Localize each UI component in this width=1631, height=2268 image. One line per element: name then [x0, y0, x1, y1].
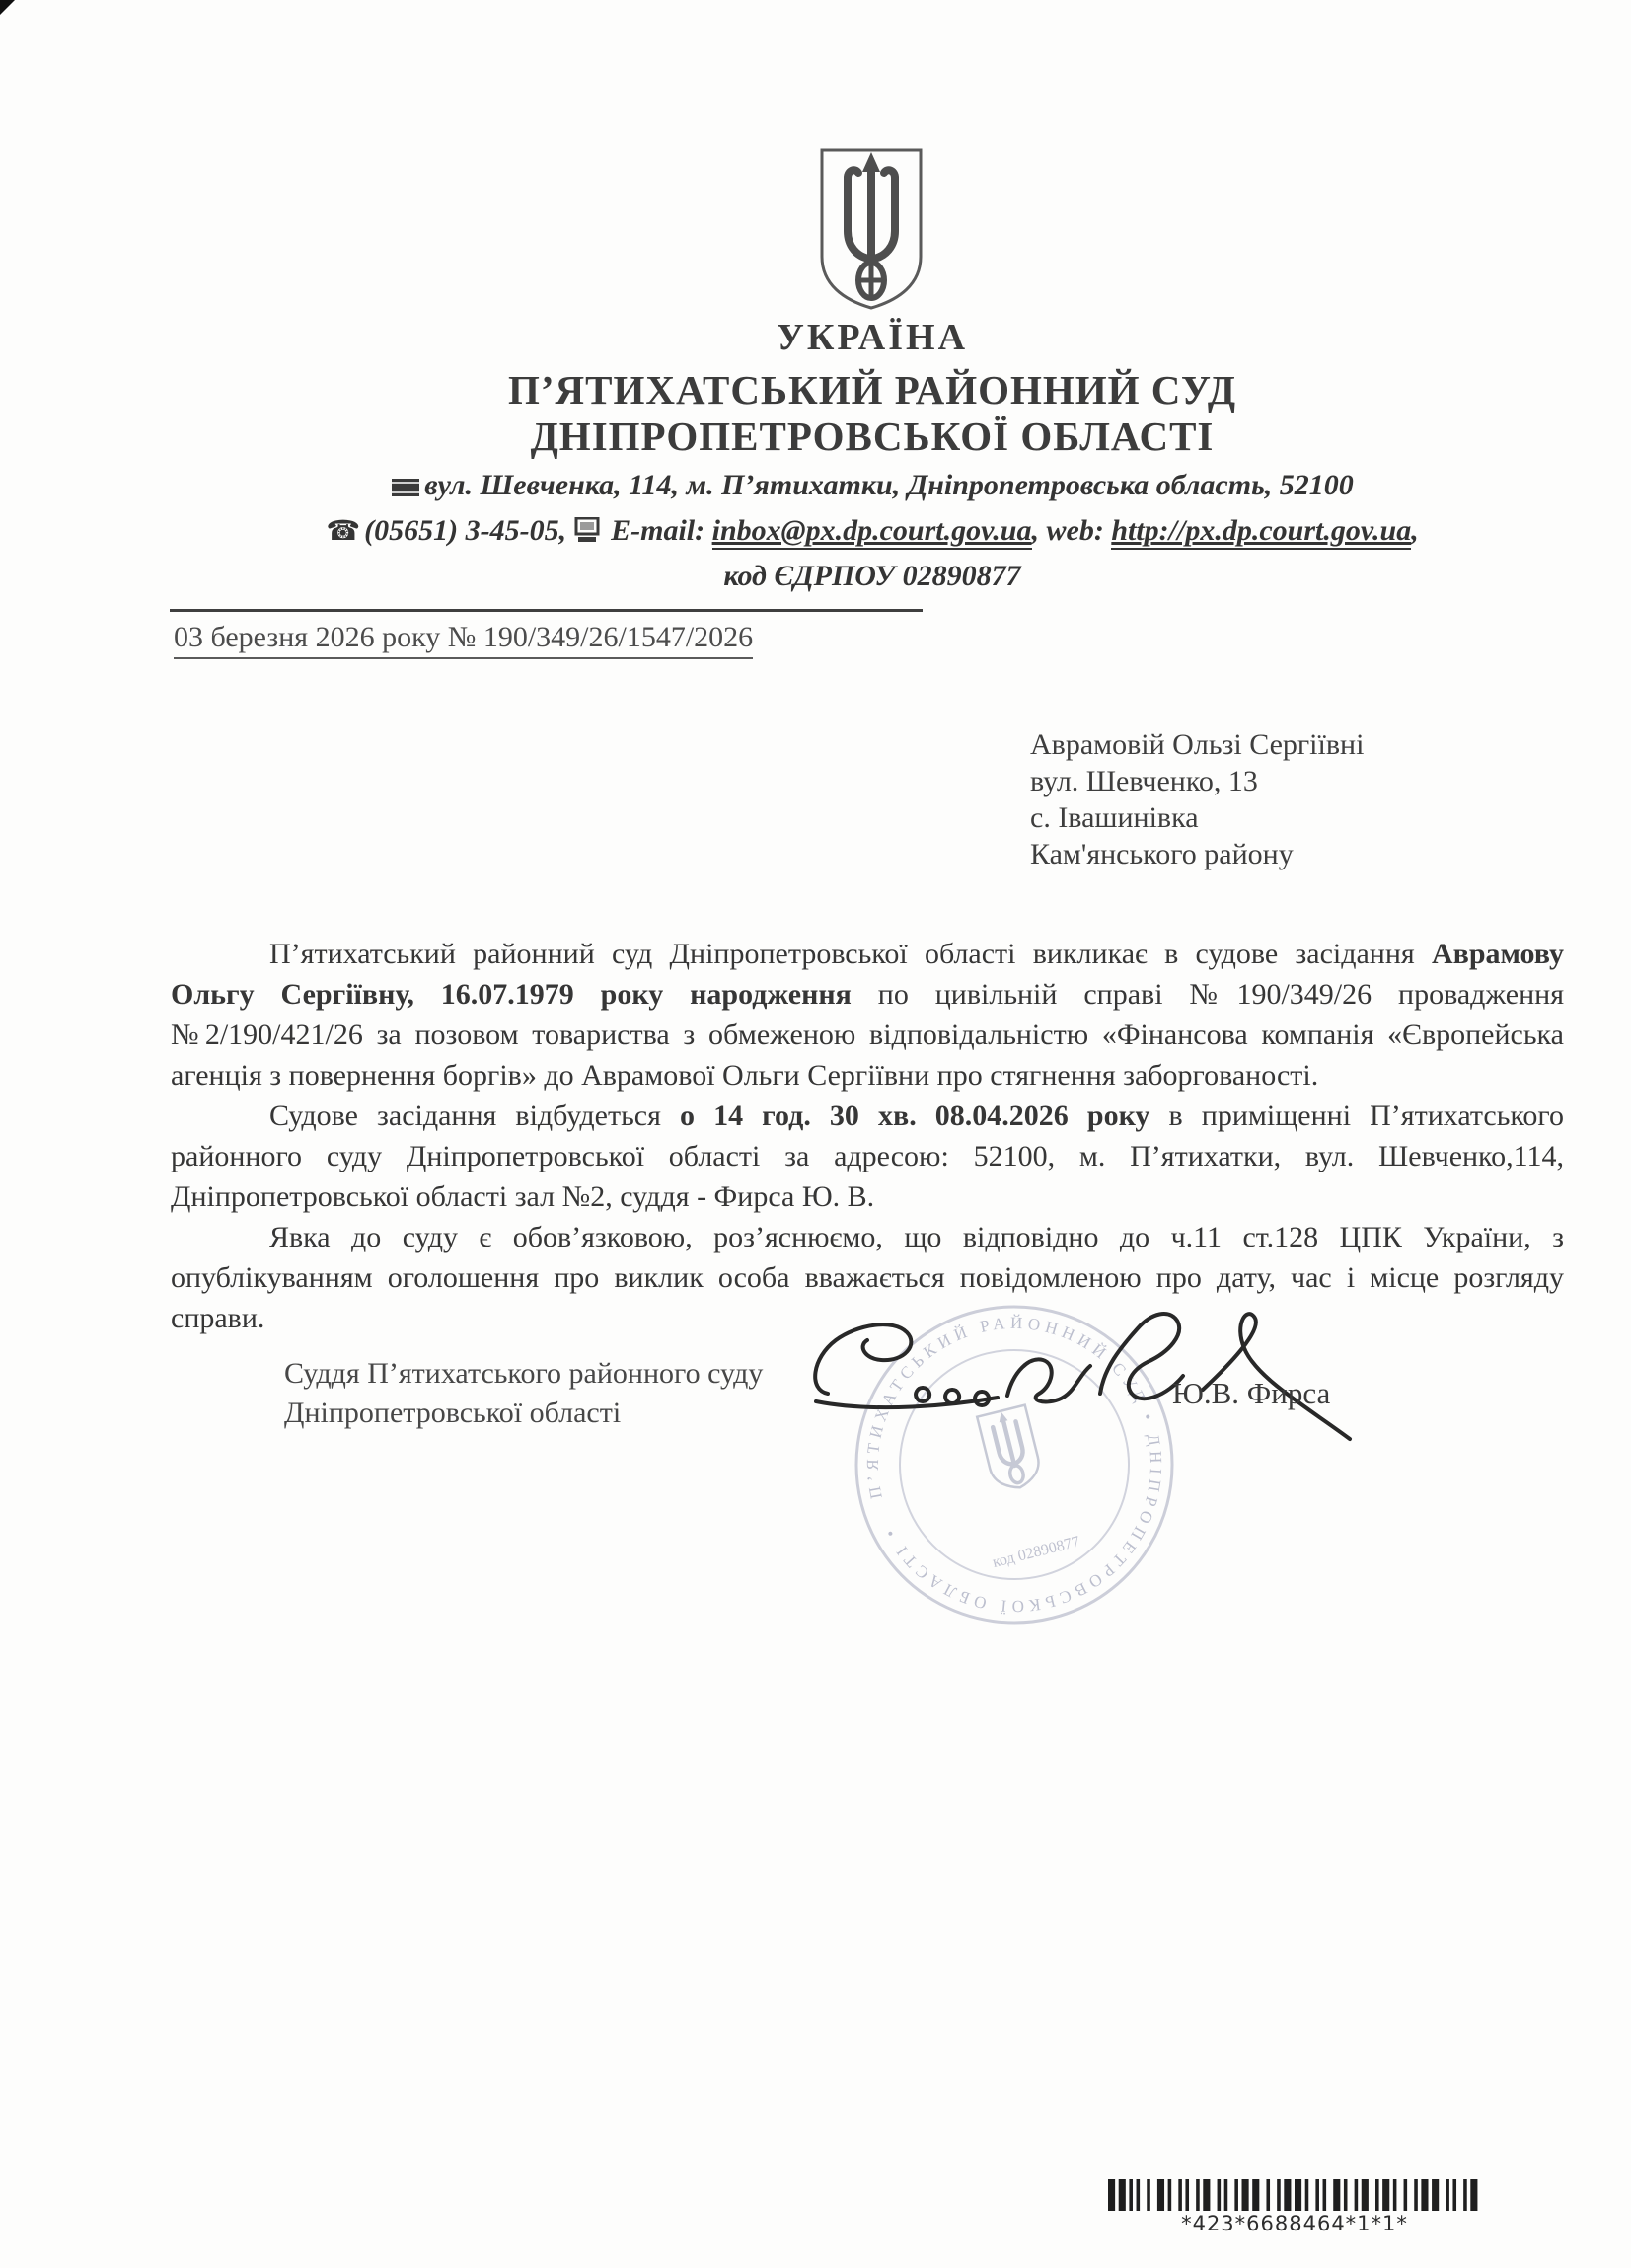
letter-body — [171, 934, 1564, 1338]
recipient-district: Кам'янського району — [1030, 838, 1294, 870]
address-text: вул. Шевченка, 114, м. П’ятихатки, Дніпропетровська область, 52100 — [424, 469, 1354, 501]
telephone-icon: ☎ — [326, 514, 361, 547]
stamp-inner-text: код 02890877 — [991, 1533, 1082, 1571]
court-name-line2: ДНІПРОПЕТРОВСЬКОЇ ОБЛАСТІ — [530, 414, 1215, 459]
letterhead — [113, 316, 1631, 593]
scan-artifact — [0, 0, 15, 15]
contact-line — [113, 514, 1631, 551]
paragraph-hearing — [171, 1096, 1564, 1217]
judge-name: Ю.В. Фирса — [1172, 1376, 1331, 1410]
stamp-outer-text: П’ЯТИХАТСЬКИЙ РАЙОННИЙ СУД • ДНІПРОПЕТРОВСЬКОЇ ОБЛАСТІ • — [862, 1313, 1166, 1617]
recipient-name: Аврамовій Ользі Сергіївні — [1030, 728, 1365, 761]
paragraph-summons — [171, 934, 1564, 1096]
summons-text-end: по цивільній справі №190/349/26 провадження №2/190/421/26 за позовом товариства з обмеженою відповідальністю «Фінансова компанія «Європейська агенція з повернення боргів» до Аврамової Ольги Сергіївни про стягнення заборгованості. — [171, 978, 1564, 1092]
trident-shield-icon — [812, 146, 930, 312]
summons-defendant-bold: Аврамову Ольгу Сергіївну, 16.07.1979 року народження — [171, 938, 1564, 1011]
signature-title — [284, 1354, 763, 1433]
computer-icon — [574, 517, 600, 551]
recipient-street: вул. Шевченко, 13 — [1030, 765, 1258, 797]
envelope-icon — [391, 472, 420, 505]
signature-title-line1: Суддя П’ятихатського районного суду — [284, 1357, 764, 1390]
phone-number: (05651) 3-45-05, — [364, 514, 567, 547]
separator: , — [1031, 514, 1047, 547]
hearing-text-end: в приміщенні П’ятихатського районного суду Дніпропетровської області за адресою: 52100, м. П’ятихатки, вул. Шевченко,114, Дніпропетровської області зал №2, суддя - Фирса Ю. В. — [171, 1099, 1564, 1213]
email-link[interactable]: inbox@px.dp.court.gov.ua — [712, 514, 1032, 550]
email-label: E-mail: — [611, 514, 705, 547]
barcode-bars — [1108, 2179, 1481, 2211]
recipient-village: с. Івашинівка — [1030, 801, 1199, 834]
web-label: web: — [1046, 514, 1104, 547]
web-tail: , — [1411, 514, 1419, 547]
summons-text-start: П’ятихатський районний суд Дніпропетровської області викликає в судове засідання — [269, 938, 1432, 970]
web-link[interactable]: http://px.dp.court.gov.ua — [1111, 514, 1411, 550]
edrpou-line: код ЄДРПОУ 02890877 — [723, 560, 1021, 592]
court-name-line1: П’ЯТИХАТСЬКИЙ РАЙОННИЙ СУД — [507, 367, 1237, 413]
barcode-text: *423*6688464*1*1* — [1181, 2212, 1408, 2235]
reference-line: 03 березня 2026 року № 190/349/26/1547/2026 — [174, 621, 753, 659]
hearing-text-start: Судове засідання відбудеться — [269, 1099, 680, 1132]
paragraph-attendance: Явка до суду є обов’язковою, роз’яснюємо, що відповідно до ч.11 ст.128 ЦПК України, з опублікуванням оголошення про виклик особа вважається повідомленою про дату, час і місце розгляду справи. — [171, 1221, 1564, 1334]
ukraine-trident-emblem — [812, 146, 930, 312]
header-divider — [170, 609, 923, 612]
address-line — [113, 469, 1631, 505]
hearing-datetime-bold: о 14 год. 30 хв. 08.04.2026 року — [679, 1099, 1150, 1132]
signature-title-line2: Дніпропетровської області — [284, 1397, 622, 1429]
country-title: УКРАЇНА — [776, 317, 969, 358]
recipient-block — [1030, 726, 1364, 872]
barcode — [1107, 2179, 1482, 2235]
